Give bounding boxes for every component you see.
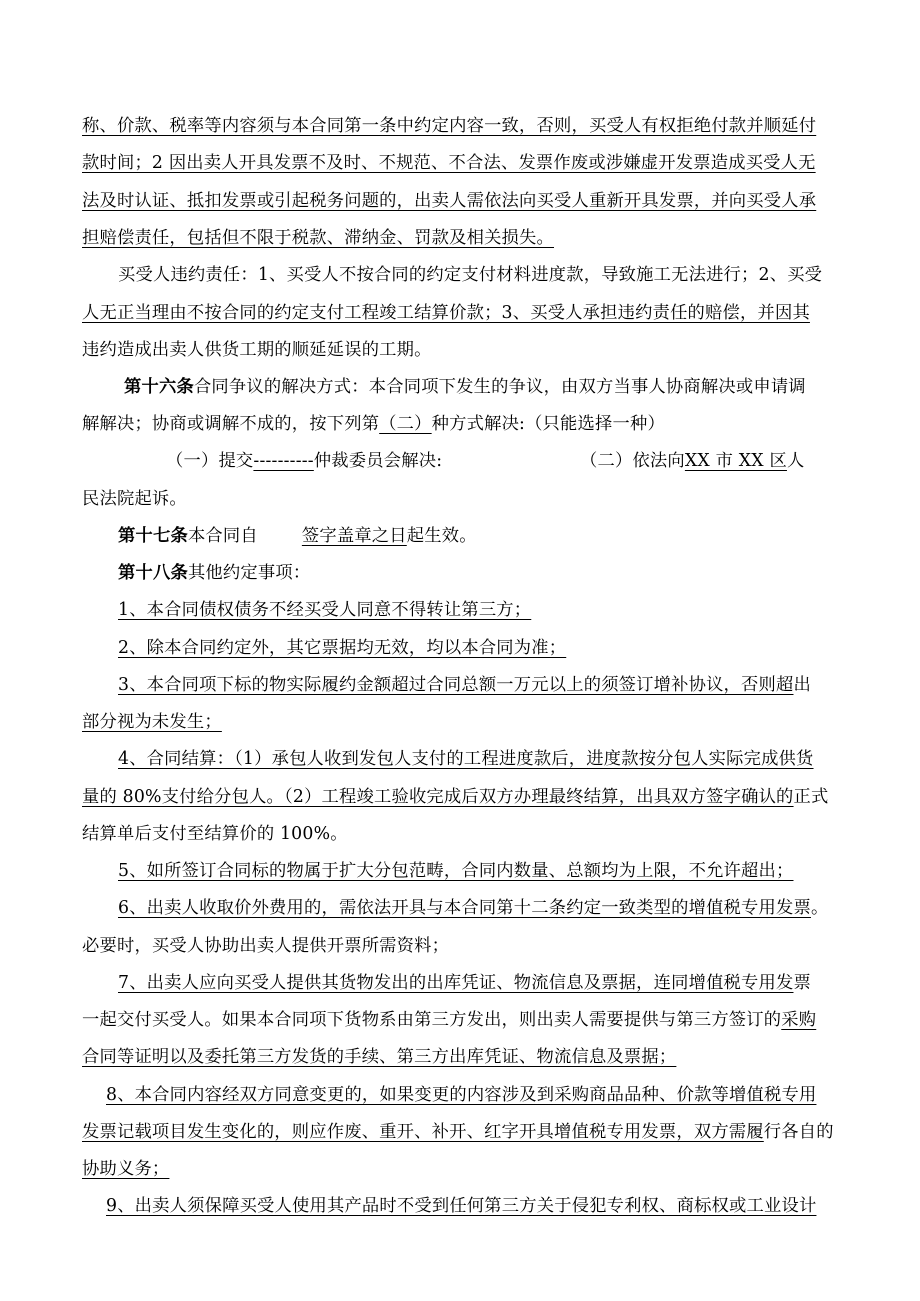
option-2-label: （二）依法向 bbox=[580, 451, 685, 471]
item-7-text: 一起交付买受人。如果本合同项下货物系由第三方发出，则出卖人需要提供与第三方签订的 bbox=[82, 1010, 782, 1030]
item-3-text: 出 bbox=[793, 675, 811, 695]
clause-line: 称、价款、税率等内容须与本合同第一条中约定内容一致，否则，买受人有权拒绝付款并顺延付 bbox=[82, 116, 817, 136]
article-16-choice: （二） bbox=[379, 414, 432, 434]
item-5: 5、如所签订合同标的物属于扩大分包范畴，合同内数量、总额均为上限，不允许超出； bbox=[118, 861, 794, 881]
article-16-heading: 第十六条 bbox=[124, 377, 194, 397]
option-2-court-location: XX 市 XX 区 bbox=[684, 451, 787, 471]
item-6-line-1 bbox=[118, 896, 828, 920]
item-4-text: 正式 bbox=[793, 787, 829, 807]
item-7-text: 采购 bbox=[781, 1010, 817, 1030]
clause-line: 法及时认证、抵扣发票或引起税务问题的，出卖人需依法向买受人重新开具发票，并向买受人承 bbox=[82, 191, 817, 211]
item-4-line-3: 结算单后支付至结算价的 100%。 bbox=[82, 824, 348, 844]
article-16-line-1 bbox=[124, 375, 806, 399]
item-3-line-1 bbox=[118, 673, 811, 697]
item-4-line-1: 4、合同结算：（1）承包人收到发包人支付的工程进度款后，进度款按分包人实际完成供货 bbox=[118, 749, 814, 769]
item-6-text: 6、出卖人收取价外费用的，需依法开具与本合同第十二条约定一致类型的增值税专用发票 bbox=[118, 898, 811, 918]
article-16-line-2 bbox=[82, 412, 665, 436]
item-4-line-2 bbox=[82, 785, 829, 809]
article-17-heading: 第十七条 bbox=[118, 526, 188, 546]
clause-line: 担赔偿责任，包括但不限于税款、滞纳金、罚款及相关损失。 bbox=[82, 228, 554, 248]
article-17-effective-value: 签字盖章之日 bbox=[301, 526, 407, 546]
article-16-text: 种方式解决:（只能选择一种） bbox=[431, 414, 665, 434]
article-18 bbox=[118, 561, 310, 585]
item-8-text: 发票记载项目发生变化的，则应作废、重开、补开、红字开具增值税专用发票，双方需履 bbox=[82, 1122, 764, 1142]
option-1-text: 仲裁委员会解决: bbox=[313, 451, 443, 471]
article-17 bbox=[118, 524, 477, 548]
option-1-blank: ---------- bbox=[253, 451, 314, 471]
item-4-text: 量的 80%支付给分包人。（2）工程竣工验收完成后双方办理最终结算，出具双方签字确认的 bbox=[82, 787, 794, 807]
option-arbitration bbox=[166, 449, 442, 473]
item-7-line-2 bbox=[82, 1008, 816, 1032]
item-6-text: 。 bbox=[810, 898, 829, 918]
article-16-text: 解解决；协商或调解不成的，按下列第 bbox=[82, 414, 380, 434]
item-9: 9、出卖人须保障买受人使用其产品时不受到任何第三方关于侵犯专利权、商标权或工业设计 bbox=[106, 1196, 817, 1216]
item-7-text: 票 bbox=[793, 973, 811, 993]
article-16-text: 合同争议的解决方式：本合同项下发生的争议，由双方当事人协商解决或申请调 bbox=[193, 377, 806, 397]
item-6-line-2: 必要时，买受人协助出卖人提供开票所需资料； bbox=[82, 936, 450, 956]
option-court bbox=[580, 449, 804, 473]
buyer-liability-line: 违约造成出卖人供货工期的顺延延误的工期。 bbox=[82, 340, 432, 360]
article-18-text: 其他约定事项： bbox=[187, 563, 311, 583]
article-16-line-4: 民法院起诉。 bbox=[82, 489, 187, 509]
item-7-text: 7、出卖人应向买受人提供其货物发出的出库凭证、物流信息及票据，连同增值税专用发 bbox=[118, 973, 794, 993]
item-3-text: 3、本合同项下标的物实际履约金额超过合同总额一万元以上的须签订增补协议，否则超 bbox=[118, 675, 794, 695]
item-3-line-2: 部分视为未发生； bbox=[82, 712, 222, 732]
buyer-liability-line: 买受人违约责任：1、买受人不按合同的约定支付材料进度款，导致施工无法进行；2、买受 bbox=[118, 265, 823, 285]
option-1-label: （一）提交 bbox=[166, 451, 254, 471]
item-7-line-3: 合同等证明以及委托第三方发货的手续、第三方出库凭证、物流信息及票据； bbox=[82, 1047, 677, 1067]
item-2: 2、除本合同约定外，其它票据均无效，均以本合同为准； bbox=[118, 638, 567, 658]
item-8-line-1: 8、本合同内容经双方同意变更的，如果变更的内容涉及到采购商品品种、价款等增值税专用 bbox=[106, 1085, 817, 1105]
clause-line: 款时间；2 因出卖人开具发票不及时、不规范、不合法、发票作废或涉嫌虚开发票造成买受人无 bbox=[82, 153, 816, 173]
article-18-heading: 第十八条 bbox=[118, 563, 188, 583]
buyer-liability-line: 人无正当理由不按合同的约定支付工程竣工结算价款；3、买受人承担违约责任的赔偿，并因其 bbox=[82, 303, 810, 323]
item-8-text: 行各自的 bbox=[763, 1122, 834, 1142]
item-8-line-3: 协助义务； bbox=[82, 1159, 170, 1179]
article-17-tail: 起生效。 bbox=[406, 526, 477, 546]
item-7-line-1 bbox=[118, 971, 811, 995]
option-2-text: 人 bbox=[786, 451, 805, 471]
article-17-text: 本合同自 bbox=[187, 526, 258, 546]
item-1: 1、本合同债权债务不经买受人同意不得转让第三方； bbox=[118, 600, 532, 620]
item-8-line-2 bbox=[82, 1120, 834, 1144]
